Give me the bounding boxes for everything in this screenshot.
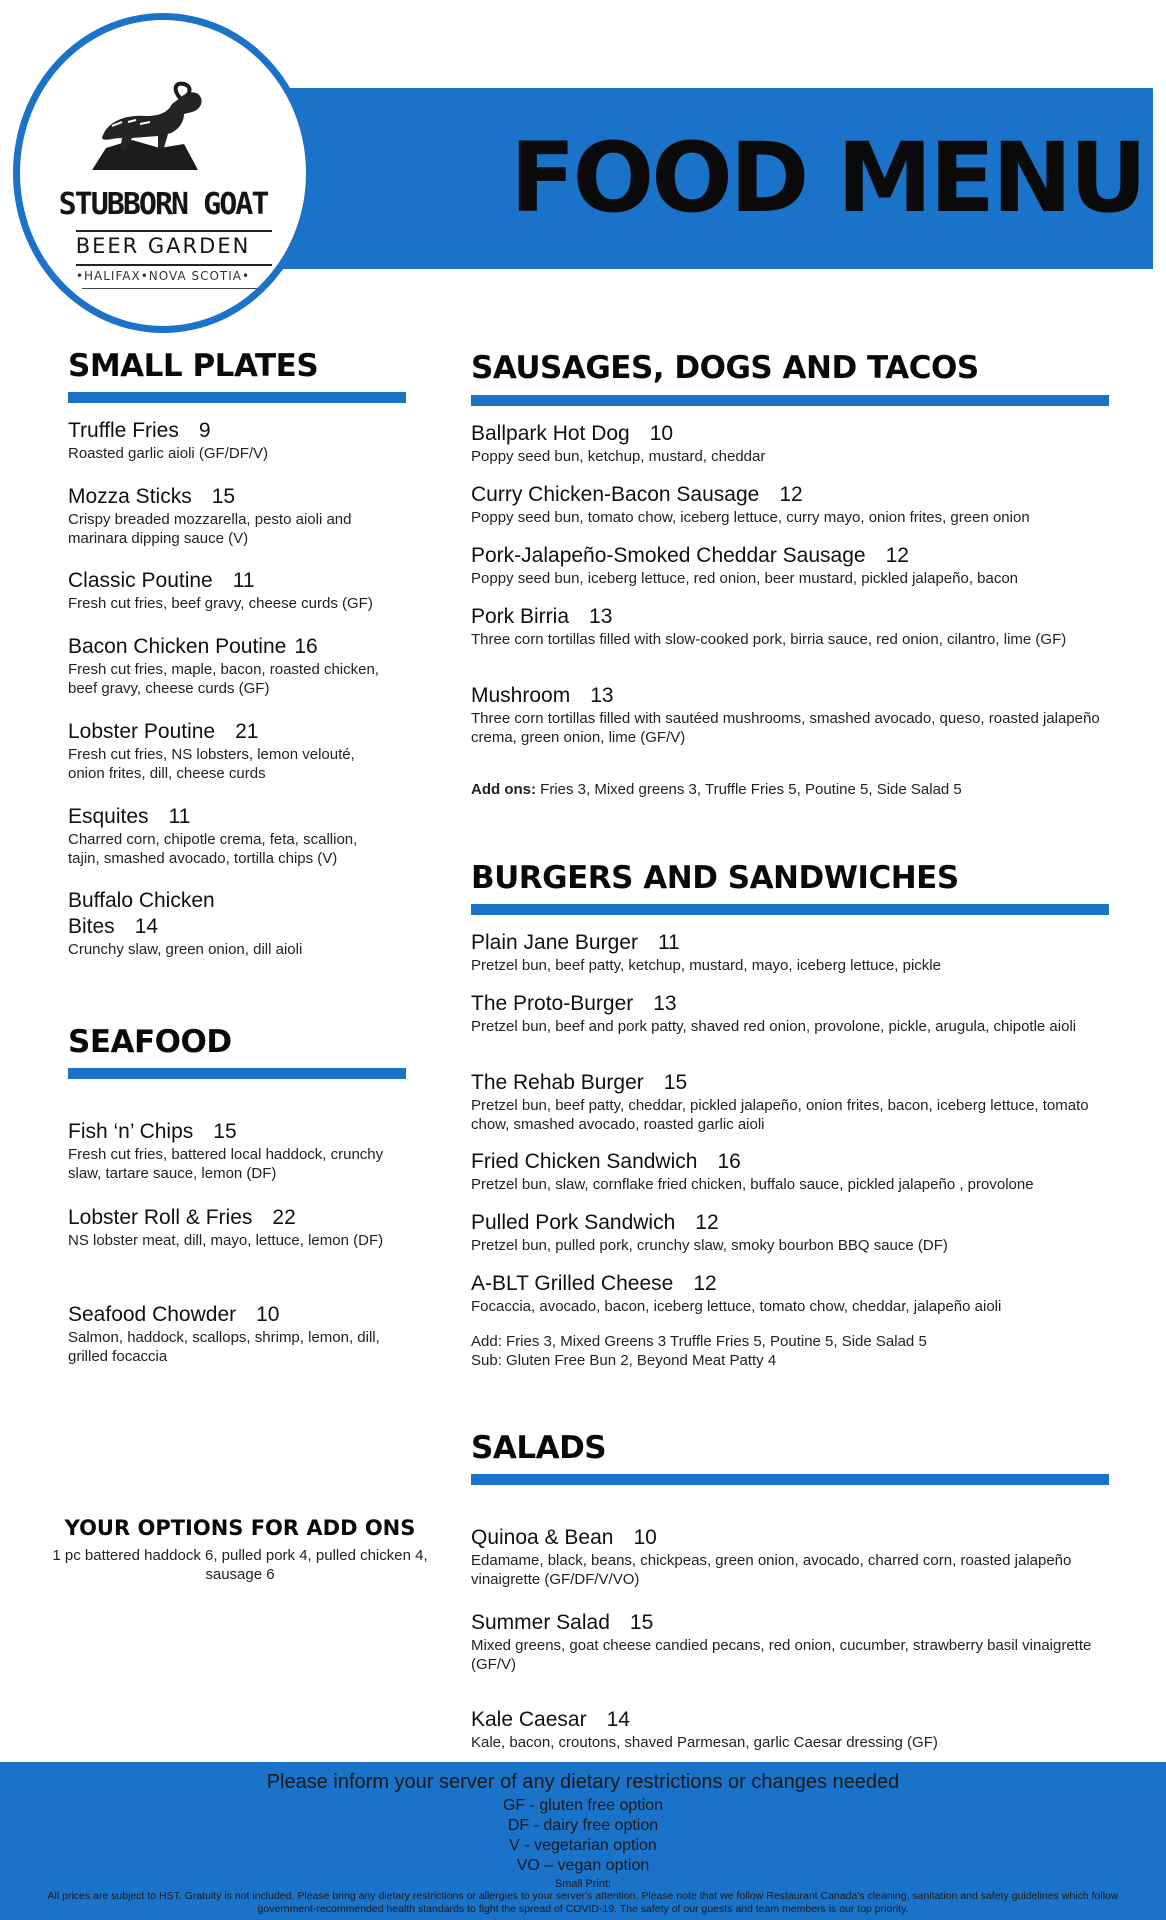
menu-item [471, 1070, 1111, 1134]
logo-name: STUBBORN GOAT [58, 187, 268, 222]
menu-item [68, 804, 388, 868]
item-name: A-BLT Grilled Cheese [471, 1272, 674, 1295]
item-name: Esquites [68, 805, 149, 828]
item-description: Pretzel bun, slaw, cornflake fried chicken, buffalo sauce, pickled jalapeño , provolone [471, 1176, 1034, 1193]
item-price: 11 [168, 805, 191, 828]
item-price: 13 [653, 992, 677, 1015]
item-price: 14 [134, 915, 159, 938]
item-name: Plain Jane Burger [471, 931, 638, 954]
menu-item [68, 568, 408, 613]
item-name: The Proto-Burger [471, 992, 634, 1015]
menu-item [471, 1707, 1111, 1752]
item-name: Ballpark Hot Dog [471, 422, 630, 445]
item-name: Mushroom [471, 684, 571, 707]
menu-item [471, 1149, 1111, 1194]
menu-item [471, 991, 1111, 1036]
item-name: Seafood Chowder [68, 1303, 237, 1326]
addons-label: Add ons: [471, 781, 536, 798]
menu-item [471, 1210, 1111, 1255]
sausages-addons [471, 780, 1111, 799]
item-price: 10 [256, 1303, 280, 1326]
item-description: Fresh cut fries, battered local haddock, crunchy slaw, tartare sauce, lemon (DF) [68, 1146, 384, 1182]
item-price: 9 [198, 419, 211, 442]
item-description: Three corn tortillas filled with sautéed mushrooms, smashed avocado, queso, roasted jalapeño crema, green onion, lime (GF/V) [471, 710, 1100, 746]
item-name: Classic Poutine [68, 569, 213, 592]
item-description: Fresh cut fries, maple, bacon, roasted chicken, beef gravy, cheese curds (GF) [68, 661, 379, 697]
item-name: Bacon Chicken Poutine [68, 635, 287, 658]
item-price: 12 [693, 1272, 717, 1295]
item-price: 12 [885, 544, 909, 567]
item-description: Mixed greens, goat cheese candied pecans, red onion, cucumber, strawberry basil vinaigrette (GF/V) [471, 1637, 1092, 1673]
item-name: Fish ‘n’ Chips [68, 1120, 194, 1143]
section-title-seafood: SEAFOOD [68, 1024, 232, 1060]
item-description: Crispy breaded mozzarella, pesto aioli and marinara dipping sauce (V) [68, 511, 352, 547]
item-description: Pretzel bun, beef and pork patty, shaved red onion, provolone, pickle, arugula, chipotle aioli [471, 1018, 1077, 1035]
section-title-small-plates: SMALL PLATES [68, 348, 319, 384]
item-price: 10 [633, 1526, 657, 1549]
item-price: 15 [213, 1120, 237, 1143]
item-name: Lobster Roll & Fries [68, 1206, 253, 1229]
burgers-add-line: Add: Fries 3, Mixed Greens 3 Truffle Fries 5, Poutine 5, Side Salad 5 [471, 1333, 927, 1350]
item-price: 16 [717, 1150, 741, 1173]
dietary-notice: Please inform your server of any dietary restrictions or changes needed [266, 1771, 900, 1793]
menu-item [471, 1610, 1111, 1674]
item-price: 12 [695, 1211, 719, 1234]
logo-divider [82, 288, 266, 289]
section-divider [471, 1474, 1109, 1485]
small-print-label: Small Print: [554, 1878, 612, 1890]
item-price: 22 [272, 1206, 296, 1229]
dietary-option: VO – vegan option [516, 1857, 650, 1874]
menu-item [471, 1525, 1111, 1589]
page-title: FOOD MENU [510, 122, 1145, 234]
item-name: The Rehab Burger [471, 1071, 644, 1094]
small-print: All prices are subject to HST. Gratuity is not included. Please bring any dietary restrictions or allergies to your server's attention. Please note that we follow Restaurant Canada's cleaning, sanitation and safety guidelines which follow government-recommended health standards to fight the spread of COVID-19. The safety of our guests and team members is our top priority. [47, 1890, 1119, 1915]
item-name: Truffle Fries [68, 419, 179, 442]
item-name: Quinoa & Bean [471, 1526, 614, 1549]
dietary-option: GF - gluten free option [502, 1797, 664, 1814]
item-description: Focaccia, avocado, bacon, iceberg lettuce, tomato chow, cheddar, jalapeño aioli [471, 1298, 1002, 1315]
item-price: 11 [232, 569, 255, 592]
item-price: 16 [294, 635, 318, 658]
section-title-burgers: BURGERS AND SANDWICHES [471, 860, 959, 896]
item-description: Poppy seed bun, ketchup, mustard, cheddar [471, 448, 766, 465]
item-name: Summer Salad [471, 1611, 610, 1634]
section-title-sausages: SAUSAGES, DOGS AND TACOS [471, 350, 979, 386]
item-name: Kale Caesar [471, 1708, 587, 1731]
item-name: Pork-Jalapeño-Smoked Cheddar Sausage [471, 544, 866, 567]
item-description: Poppy seed bun, tomato chow, iceberg lettuce, curry mayo, onion frites, green onion [471, 509, 1030, 526]
item-description: Pretzel bun, beef patty, ketchup, mustard, mayo, iceberg lettuce, pickle [471, 957, 941, 974]
menu-item [471, 543, 1111, 588]
item-description: Kale, bacon, croutons, shaved Parmesan, garlic Caesar dressing (GF) [471, 1734, 938, 1751]
menu-item [68, 418, 408, 463]
item-name: Mozza Sticks [68, 485, 192, 508]
addons-title: YOUR OPTIONS FOR ADD ONS [64, 1516, 416, 1540]
addons-text: 1 pc battered haddock 6, pulled pork 4, pulled chicken 4, sausage 6 [52, 1547, 428, 1583]
item-price: 15 [663, 1071, 688, 1094]
item-description: Fresh cut fries, NS lobsters, lemon velouté, onion frites, dill, cheese curds [68, 746, 355, 782]
logo-subtitle: BEER GARDEN [75, 234, 251, 258]
item-description: Poppy seed bun, iceberg lettuce, red onion, beer mustard, pickled jalapeño, bacon [471, 570, 1019, 587]
section-divider [471, 904, 1109, 915]
burgers-sub-line: Sub: Gluten Free Bun 2, Beyond Meat Patty 4 [471, 1352, 777, 1369]
item-description: Crunchy slaw, green onion, dill aioli [68, 941, 303, 958]
dietary-option: DF - dairy free option [507, 1817, 659, 1834]
menu-item [471, 1271, 1111, 1316]
addons-text: Fries 3, Mixed greens 3, Truffle Fries 5, Poutine 5, Side Salad 5 [536, 781, 962, 798]
menu-item [68, 1302, 408, 1366]
item-price: 21 [235, 720, 259, 743]
item-price: 10 [649, 422, 674, 445]
item-name: Pork Birria [471, 605, 570, 628]
footer [0, 1762, 1166, 1920]
section-divider [68, 1068, 406, 1079]
menu-item [68, 888, 303, 959]
item-description: Fresh cut fries, beef gravy, cheese curds (GF) [68, 595, 373, 612]
menu-item [68, 1205, 388, 1250]
item-description: NS lobster meat, dill, mayo, lettuce, lemon (DF) [68, 1232, 384, 1249]
item-description: Pretzel bun, pulled pork, crunchy slaw, smoky bourbon BBQ sauce (DF) [471, 1237, 948, 1254]
menu-item [68, 634, 408, 698]
item-name: Fried Chicken Sandwich [471, 1150, 698, 1173]
item-description: Roasted garlic aioli (GF/DF/V) [68, 445, 269, 462]
goat-icon [72, 78, 212, 178]
item-price: 11 [657, 931, 680, 954]
menu-item [471, 421, 1111, 466]
menu-item [471, 930, 1111, 975]
item-price: 13 [589, 605, 613, 628]
section-divider [471, 395, 1109, 406]
item-description: Charred corn, chipotle crema, feta, scallion, tajin, smashed avocado, tortilla chips (V) [68, 831, 358, 867]
menu-item [68, 719, 388, 783]
menu-item [68, 484, 388, 548]
logo-location: •HALIFAX•NOVA SCOTIA• [75, 269, 251, 283]
item-name: Lobster Poutine [68, 720, 216, 743]
item-price: 12 [779, 483, 803, 506]
item-name: Pulled Pork Sandwich [471, 1211, 676, 1234]
menu-item [471, 482, 1111, 527]
dietary-option: V - vegetarian option [509, 1837, 657, 1854]
menu-item [471, 604, 1111, 649]
section-divider [68, 392, 406, 403]
item-price: 15 [211, 485, 236, 508]
item-price: 14 [606, 1708, 630, 1731]
section-title-salads: SALADS [471, 1430, 607, 1466]
item-name: Buffalo Chicken Bites [68, 889, 215, 938]
item-description: Salmon, haddock, scallops, shrimp, lemon, dill, grilled focaccia [68, 1329, 380, 1365]
logo [13, 13, 313, 333]
item-name: Curry Chicken-Bacon Sausage [471, 483, 760, 506]
item-price: 13 [590, 684, 614, 707]
item-description: Pretzel bun, beef patty, cheddar, pickled jalapeño, onion frites, bacon, iceberg lettuce, tomato chow, smashed avocado, roasted garlic aioli [471, 1097, 1089, 1133]
menu-item [68, 1119, 388, 1183]
item-description: Edamame, black, beans, chickpeas, green onion, avocado, charred corn, roasted jalapeño vinaigrette (GF/DF/V/VO) [471, 1552, 1072, 1588]
item-description: Three corn tortillas filled with slow-cooked pork, birria sauce, red onion, cilantro, lime (GF) [471, 631, 1067, 648]
menu-item [471, 683, 1111, 747]
item-price: 15 [629, 1611, 654, 1634]
